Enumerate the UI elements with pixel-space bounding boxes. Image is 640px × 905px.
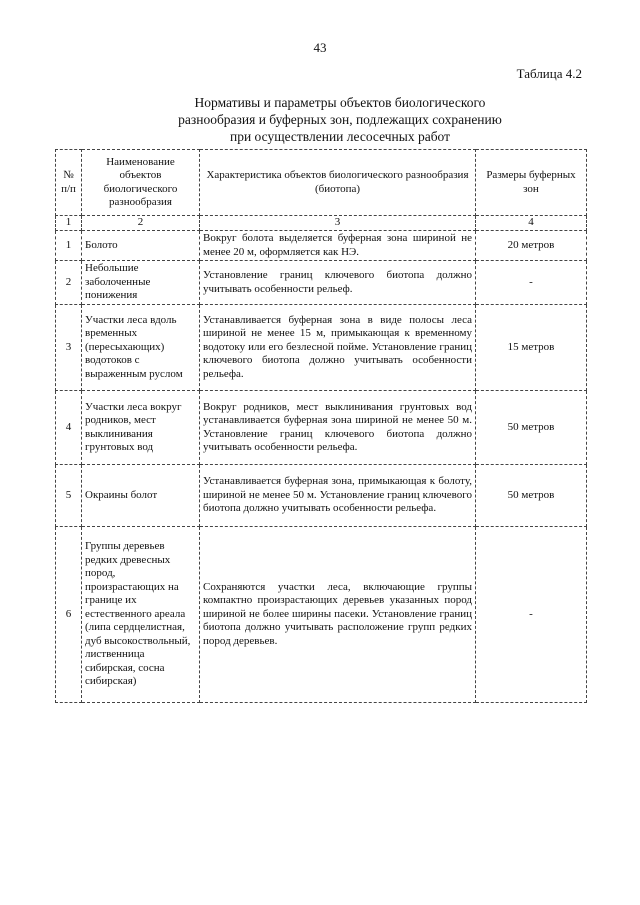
buffer-size: 50 метров [476,391,587,465]
norms-table [55,149,587,703]
table-row [56,391,587,465]
buffer-size: - [476,527,587,703]
object-name: Участки леса вдоль временных (пересыхающих) водотоков с выраженным руслом [82,305,200,391]
object-characteristic: Устанавливается буферная зона, примыкающая к болоту, шириной не менее 50 м. Установление границ ключевого биотопа должно учитывать особенности рельефа. [200,465,476,527]
header-name: Наименование объектов биологического разнообразия [82,150,200,216]
title-line: разнообразия и буферных зон, подлежащих сохранению [178,112,502,127]
title-line: при осуществлении лесосечных работ [229,129,451,144]
object-name: Окраины болот [82,465,200,527]
index-cell: 3 [200,216,476,231]
object-characteristic: Вокруг родников, мест выклинивания грунтовых вод устанавливается буферная зона шириной не менее 50 м. Установление границ ключевого биотопа должно учитывать особенности рельефа. [200,391,476,465]
table-label: Таблица 4.2 [516,66,582,81]
object-name: Участки леса вокруг родников, мест выклинивания грунтовых вод [82,391,200,465]
table-row [56,261,587,305]
norms-table-container [55,149,586,703]
index-cell: 1 [56,216,82,231]
object-characteristic: Установление границ ключевого биотопа должно учитывать особенности рельеф. [200,261,476,305]
document-title [140,94,540,145]
row-number: 1 [56,231,82,261]
buffer-size: - [476,261,587,305]
row-number: 2 [56,261,82,305]
index-cell: 2 [82,216,200,231]
buffer-size: 20 метров [476,231,587,261]
title-line: Нормативы и параметры объектов биологического [194,95,486,110]
header-row [56,150,587,216]
buffer-size: 15 метров [476,305,587,391]
object-name: Группы деревьев редких древесных пород, произрастающих на границе их естественного ареала (липа сердцелистная, дуб высокоствольный, лиственница сибирская, сосна сибирская) [82,527,200,703]
table-row [56,305,587,391]
page-number: 43 [313,40,327,55]
object-name: Небольшие заболоченные понижения [82,261,200,305]
row-number: 5 [56,465,82,527]
row-number: 6 [56,527,82,703]
object-name: Болото [82,231,200,261]
row-number: 3 [56,305,82,391]
header-buffer-size: Размеры буферных зон [476,150,587,216]
table-row [56,231,587,261]
index-row [56,216,587,231]
header-num: № п/п [56,150,82,216]
table-row [56,465,587,527]
index-cell: 4 [476,216,587,231]
object-characteristic: Устанавливается буферная зона в виде полосы леса шириной не менее 15 м, примыкающая к временному водотоку или его безлесной пойме. Установление границ ключевого биотопа должно учитывать особенности рельефа. [200,305,476,391]
object-characteristic: Вокруг болота выделяется буферная зона шириной не менее 20 м, оформляется как НЭ. [200,231,476,261]
object-characteristic: Сохраняются участки леса, включающие группы компактно произрастающих деревьев указанных пород шириной не более ширины пасеки. Установление границ биотопа должно учитывать расположение групп редких пород деревьев. [200,527,476,703]
header-characteristic: Характеристика объектов биологического разнообразия (биотопа) [200,150,476,216]
buffer-size: 50 метров [476,465,587,527]
table-row [56,527,587,703]
row-number: 4 [56,391,82,465]
